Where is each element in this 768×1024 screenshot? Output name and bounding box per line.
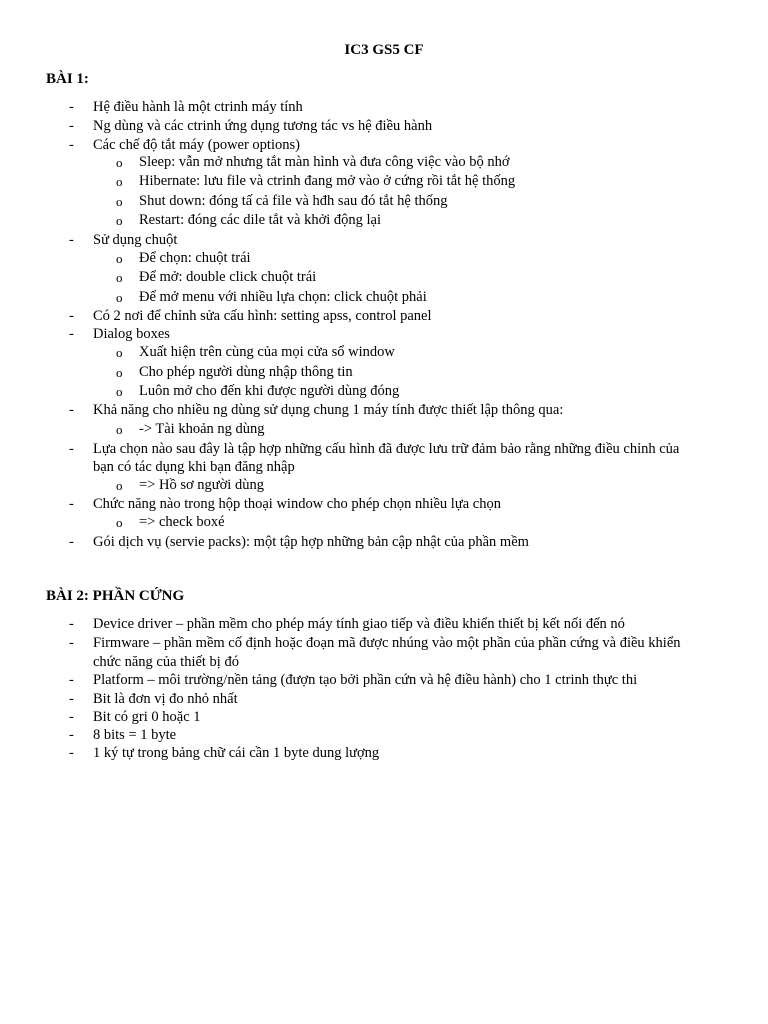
circle-bullet: o <box>116 345 123 360</box>
list-item: Có 2 nơi để chỉnh sửa cấu hình: setting apss, control panel <box>93 308 432 324</box>
circle-bullet: o <box>116 251 123 266</box>
dash-bullet: - <box>69 232 74 248</box>
section-heading-bai2: BÀI 2: PHẦN CỨNG <box>46 588 185 604</box>
list-item-continuation: chức năng của thiết bị đó <box>93 654 239 670</box>
circle-bullet: o <box>116 478 123 493</box>
sub-list-item: Luôn mở cho đến khi được người dùng đóng <box>139 383 400 399</box>
circle-bullet: o <box>116 290 123 305</box>
dash-bullet: - <box>69 534 74 550</box>
list-item: 1 ký tự trong bảng chữ cái cần 1 byte dung lượng <box>93 745 380 761</box>
sub-list-item: Shut down: đóng tấ cả file và hđh sau đó tắt hệ thống <box>139 193 448 209</box>
list-item: Các chế độ tắt máy (power options) <box>93 137 300 153</box>
list-item: Firmware – phần mềm cố định hoặc đoạn mã được nhúng vào một phần của phần cứng và điều khiển <box>93 635 681 651</box>
circle-bullet: o <box>116 270 123 285</box>
list-item-continuation: bạn có tác dụng khi bạn đăng nhập <box>93 459 295 475</box>
circle-bullet: o <box>116 422 123 437</box>
sub-list-item: Để mở menu với nhiều lựa chọn: click chuột phải <box>139 289 427 305</box>
list-item: 8 bits = 1 byte <box>93 727 177 743</box>
dash-bullet: - <box>69 99 74 115</box>
section-heading-bai1: BÀI 1: <box>46 71 89 87</box>
dash-bullet: - <box>69 635 74 651</box>
circle-bullet: o <box>116 194 123 209</box>
list-item: Sử dụng chuột <box>93 232 178 248</box>
dash-bullet: - <box>69 496 74 512</box>
sub-list-item: Restart: đóng các dile tắt và khởi động lại <box>139 212 382 228</box>
list-item: Khả năng cho nhiều ng dùng sử dụng chung 1 máy tính được thiết lập thông qua: <box>93 402 564 418</box>
dash-bullet: - <box>69 672 74 688</box>
circle-bullet: o <box>116 213 123 228</box>
sub-list-item: Sleep: vẫn mở nhưng tắt màn hình và đưa công việc vào bộ nhớ <box>139 154 510 170</box>
sub-list-item: Để mở: double click chuột trái <box>139 269 317 285</box>
sub-list-item: => Hồ sơ người dùng <box>139 477 264 493</box>
document-title: IC3 GS5 CF <box>344 42 424 58</box>
dash-bullet: - <box>69 326 74 342</box>
circle-bullet: o <box>116 155 123 170</box>
list-item: Bit có gri 0 hoặc 1 <box>93 709 201 725</box>
list-item: Chức năng nào trong hộp thoại window cho phép chọn nhiều lựa chọn <box>93 496 501 512</box>
list-item: Dialog boxes <box>93 326 170 342</box>
circle-bullet: o <box>116 515 123 530</box>
list-item: Ng dùng và các ctrinh ứng dụng tương tác vs hệ điều hành <box>93 118 433 134</box>
circle-bullet: o <box>116 384 123 399</box>
dash-bullet: - <box>69 616 74 632</box>
sub-list-item: Để chọn: chuột trái <box>139 250 251 266</box>
sub-list-item: -> Tài khoản ng dùng <box>139 421 265 437</box>
dash-bullet: - <box>69 118 74 134</box>
dash-bullet: - <box>69 727 74 743</box>
sub-list-item: Hibernate: lưu file và ctrinh đang mở vào ở cứng rồi tắt hệ thống <box>139 173 516 189</box>
sub-list-item: => check boxé <box>139 514 225 530</box>
list-item: Platform – môi trường/nền tảng (đượn tạo bởi phần cứn và hệ điều hành) cho 1 ctrinh thực thi <box>93 672 638 688</box>
dash-bullet: - <box>69 691 74 707</box>
dash-bullet: - <box>69 709 74 725</box>
circle-bullet: o <box>116 365 123 380</box>
dash-bullet: - <box>69 137 74 153</box>
dash-bullet: - <box>69 745 74 761</box>
dash-bullet: - <box>69 402 74 418</box>
list-item: Bit là đơn vị đo nhỏ nhất <box>93 691 238 707</box>
list-item: Hệ điều hành là một ctrinh máy tính <box>93 99 303 115</box>
list-item: Gói dịch vụ (servie packs): một tập hợp những bản cập nhật của phần mềm <box>93 534 529 550</box>
dash-bullet: - <box>69 308 74 324</box>
dash-bullet: - <box>69 441 74 457</box>
circle-bullet: o <box>116 174 123 189</box>
list-item: Lựa chọn nào sau đây là tập hợp những cấu hình đã được lưu trữ đảm bảo rằng những điều chỉnh của <box>93 441 680 457</box>
sub-list-item: Cho phép người dùng nhập thông tin <box>139 364 353 380</box>
sub-list-item: Xuất hiện trên cùng của mọi cửa sổ window <box>139 344 395 360</box>
list-item: Device driver – phần mềm cho phép máy tính giao tiếp và điều khiển thiết bị kết nối đến nó <box>93 616 625 632</box>
